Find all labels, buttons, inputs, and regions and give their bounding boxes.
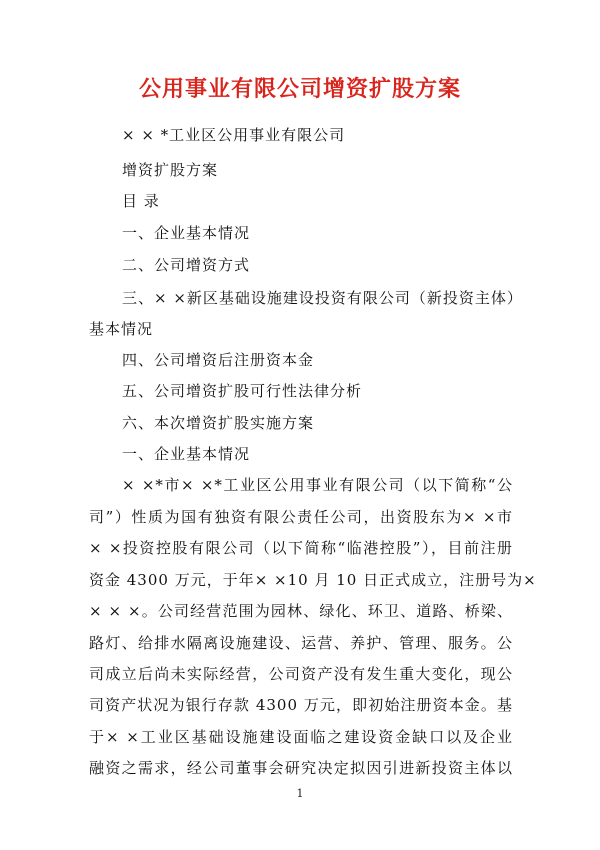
page-number: 1 [296, 787, 304, 800]
toc-label: 目 录 [122, 192, 160, 210]
body-line: 路灯、给排水隔离设施建设、运营、养护、管理、服务。公 [89, 634, 513, 652]
body-line: × ×投资控股有限公司（以下简称“临港控股”），目前注册 [89, 539, 513, 557]
body-line: 于× ×工业区基础设施建设面临之建设资金缺口以及企业 [89, 728, 513, 746]
toc-item: 六、本次增资扩股实施方案 [122, 414, 315, 432]
company-name-line: × × *工业区公用事业有限公司 [122, 126, 346, 144]
body-line: × × ×。公司经营范围为园林、绿化、环卫、道路、桥梁、 [89, 602, 513, 620]
toc-item: 三、× ×新区基础设施建设投资有限公司（新投资主体） [122, 289, 523, 307]
body-line: 司资产状况为银行存款 4300 万元，即初始注册资本金。基 [89, 696, 513, 714]
body-line: 资金 4300 万元，于年× ×10 月 10 日正式成立，注册号为× [89, 571, 537, 589]
toc-item: 一、企业基本情况 [122, 224, 251, 242]
toc-item: 五、公司增资扩股可行性法律分析 [122, 382, 363, 400]
section-heading: 一、企业基本情况 [122, 445, 251, 463]
plan-name-line: 增资扩股方案 [122, 161, 219, 179]
body-line: × ×*市× ×*工业区公用事业有限公司（以下简称“公 [122, 476, 513, 494]
toc-item-continuation: 基本情况 [89, 320, 154, 338]
body-line: 司成立后尚未实际经营，公司资产没有发生重大变化，现公 [89, 665, 513, 683]
body-line: 司”）性质为国有独资有限公责任公司，出资股东为× ×市 [89, 508, 513, 526]
body-line: 融资之需求，经公司董事会研究决定拟因引进新投资主体以 [89, 759, 513, 777]
toc-item: 二、公司增资方式 [122, 256, 251, 274]
toc-item: 四、公司增资后注册资本金 [122, 351, 315, 369]
document-title: 公用事业有限公司增资扩股方案 [138, 77, 461, 102]
